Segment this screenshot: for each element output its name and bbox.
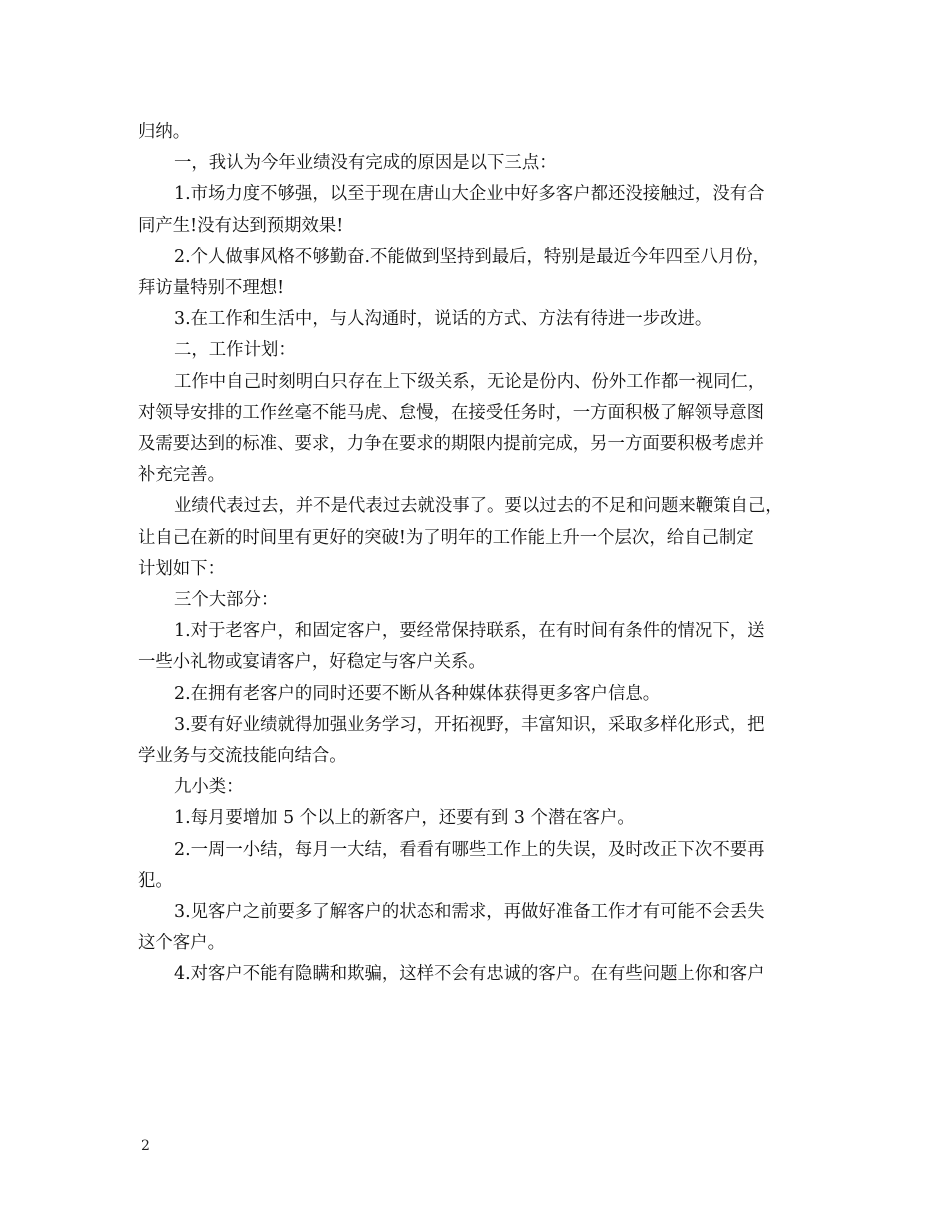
paragraph — [138, 117, 818, 148]
page-number: 2 — [141, 1138, 150, 1154]
paragraph — [138, 148, 818, 179]
text-line: 及需要达到的标准、要求，力争在要求的期限内提前完成，另一方面要积极考虑并 — [138, 434, 765, 455]
paragraph — [138, 491, 818, 585]
paragraph — [138, 710, 818, 772]
paragraph — [138, 616, 818, 678]
text-line: 归纳。 — [138, 122, 191, 142]
paragraph — [138, 367, 818, 492]
text-line: 3.见客户之前要多了解客户的状态和需求，再做好准备工作才有可能不会丢失 — [174, 902, 765, 923]
text-line: 这个客户。 — [138, 933, 225, 954]
text-line: 对领导安排的工作丝毫不能马虎、怠慢，在接受任务时，一方面积极了解领导意图 — [138, 402, 765, 423]
text-line: 工作中自己时刻明白只存在上下级关系，无论是份内、份外工作都一视同仁， — [174, 371, 766, 392]
text-line: 九小类： — [174, 777, 244, 798]
text-line: 2.在拥有老客户的同时还要不断从各种媒体获得更多客户信息。 — [174, 683, 661, 704]
text-line: 三个大部分： — [174, 590, 279, 611]
document-body — [138, 117, 818, 991]
text-line: 二，工作计划： — [174, 340, 296, 361]
text-line: 拜访量特别不理想! — [138, 278, 285, 299]
paragraph — [138, 242, 818, 304]
text-line: 计划如下： — [138, 558, 225, 579]
text-line: 让自己在新的时间里有更好的突破!为了明年的工作能上升一个层次，给自己制定 — [138, 527, 754, 548]
paragraph — [138, 772, 818, 803]
text-line: 1.每月要增加 5 个以上的新客户，还要有到 3 个潜在客户。 — [174, 808, 635, 829]
paragraph — [138, 897, 818, 959]
text-line: 犯。 — [138, 870, 173, 891]
text-line: 业绩代表过去，并不是代表过去就没事了。要以过去的不足和问题来鞭策自己， — [174, 496, 783, 517]
paragraph — [138, 179, 818, 241]
paragraph — [138, 585, 818, 616]
text-line: 3.要有好业绩就得加强业务学习，开拓视野，丰富知识，采取多样化形式，把 — [174, 714, 765, 735]
text-line: 1.市场力度不够强，以至于现在唐山大企业中好多客户都还没接触过，没有合 — [174, 184, 765, 205]
text-line: 2.个人做事风格不够勤奋.不能做到坚持到最后，特别是最近今年四至八月份， — [174, 246, 771, 267]
text-line: 同产生!没有达到预期效果! — [138, 215, 344, 236]
text-line: 补充完善。 — [138, 465, 225, 486]
paragraph — [138, 959, 818, 990]
text-line: 1.对于老客户，和固定客户，要经常保持联系，在有时间有条件的情况下，送 — [174, 621, 765, 642]
text-line: 学业务与交流技能向结合。 — [138, 746, 347, 767]
paragraph — [138, 679, 818, 710]
text-line: 一些小礼物或宴请客户，好稳定与客户关系。 — [138, 652, 486, 673]
text-line: 3.在工作和生活中，与人沟通时，说话的方式、方法有待进一步改进。 — [174, 309, 713, 330]
paragraph — [138, 835, 818, 897]
paragraph — [138, 304, 818, 335]
text-line: 一，我认为今年业绩没有完成的原因是以下三点： — [174, 153, 557, 174]
text-line: 2.一周一小结，每月一大结，看看有哪些工作上的失误，及时改正下次不要再 — [174, 839, 765, 860]
text-line: 4.对客户不能有隐瞒和欺骗，这样不会有忠诚的客户。在有些问题上你和客户 — [174, 964, 765, 985]
paragraph — [138, 335, 818, 366]
paragraph — [138, 803, 818, 834]
